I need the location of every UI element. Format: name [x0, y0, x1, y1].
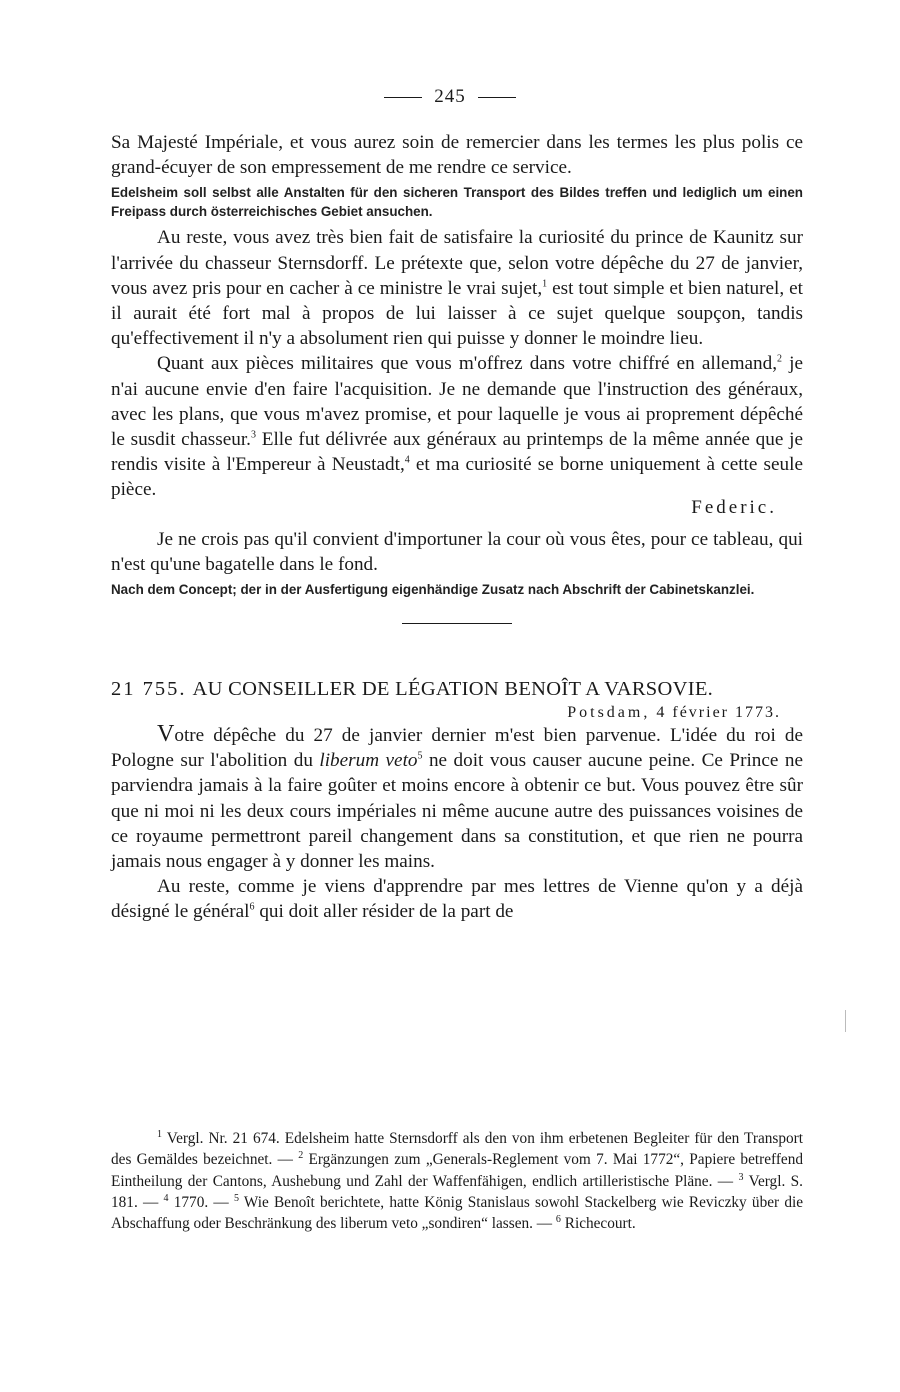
footnote-text: 1770. — [168, 1193, 234, 1211]
paragraph [111, 722, 803, 874]
dateline [111, 704, 781, 722]
footnote-ref: 2 [777, 354, 782, 366]
header-rule-right [478, 97, 516, 98]
footnote-text: Vergl. Nr. 21 674. Edelsheim hatte Sternsdorff als den von ihm erbetenen Begleiter für den Transport des Gemäldes bezeichnet. — [111, 1130, 803, 1169]
text-span: Quant aux pièces militaires que vous m'offrez dans votre chiffré en allemand, [157, 353, 777, 375]
editorial-note: Edelsheim soll selbst alle Anstalten für den sicheren Transport des Bildes treffen und lediglich um einen Freipass durch österreichisches Gebiet ansuchen. [111, 185, 803, 220]
paragraph: Je ne crois pas qu'il convient d'importuner la cour où vous êtes, pour ce tableau, qui n'est qu'une bagatelle dans le fond. [111, 528, 803, 575]
text-span: Elle fut délivrée aux généraux au printemps de la même année que je rendis visite à l'Empereur à Neustadt, [111, 429, 804, 476]
text-span: qui doit aller résider de la part de [254, 901, 514, 923]
footnote-mark: 2 [298, 1150, 304, 1162]
letter-number: 21 755. [111, 678, 187, 701]
section-separator [402, 623, 512, 624]
page-number-header [0, 86, 900, 108]
paragraph [111, 351, 803, 502]
text-span: ne doit vous causer aucune peine. Ce Prince ne parviendra jamais à la faire goûter et moins encore à obtenir ce but. Vous pouvez être sûr que ni moi ni les deux cours impériales ni même aucune autre des puissances voisines de ce royaume permettront pareil changement dans sa constitution, et que rien ne pourra jamais nous engager à y donner les mains. [111, 750, 803, 873]
footnote-text: Richecourt. [560, 1215, 636, 1233]
text-span: et ma curiosité se borne uniquement à cette seule pièce. [111, 454, 803, 501]
footnote-text: Vergl. S. 181. — [111, 1172, 804, 1211]
footnote-ref: 4 [404, 454, 410, 466]
text-span: Au reste, comme je viens d'apprendre par mes lettres de Vienne qu'on y a déjà désigné le général [111, 876, 803, 923]
footnote-mark: 1 [157, 1128, 162, 1140]
signature: Federic. [691, 496, 777, 518]
text-span: Au reste, vous avez très bien fait de satisfaire la curiosité du prince de Kaunitz sur l'arrivée du chasseur Sternsdorff. Le prétexte que, selon votre dépêche du 27 de janvier, vous avez pris pour en cacher à ce ministre le vrai sujet, [111, 227, 803, 299]
footnote-ref: 1 [542, 278, 548, 290]
text-span: je n'ai aucune envie d'en faire l'acquisition. Je ne demande que l'instruction des généraux, avec les plans, que vous m'avez promise, et pour laquelle je vous ai proprement dépêché le susdit chasseur. [111, 353, 803, 451]
main-text [111, 130, 803, 925]
footnote-mark: 5 [233, 1192, 239, 1204]
italic-term: liberum veto [319, 750, 418, 772]
footnote-mark: 6 [555, 1214, 561, 1226]
footnote-ref: 6 [249, 902, 255, 914]
footnote-text: Wie Benoît berichtete, hatte König Stanislaus sowohl Stackelberg wie Reviczky über die Abschaffung oder Beschränkung des liberum veto „sondiren“ lassen. — [111, 1193, 804, 1233]
place: Potsdam, [567, 704, 651, 722]
editorial-note: Nach dem Concept; der in der Ausfertigung eigenhändige Zusatz nach Abschrift der Cabinetskanzlei. [111, 582, 755, 598]
footnote-mark: 4 [163, 1192, 169, 1204]
footnotes [111, 1128, 803, 1234]
paragraph: Sa Majesté Impériale, et vous aurez soin de remercier dans les termes les plus polis ce grand-écuyer de son empressement de me rendre ce service. [111, 132, 803, 179]
paragraph [111, 225, 803, 351]
text-span: est tout simple et bien naturel, et il aurait été fort mal à propos de lui laisser à ce sujet quelque soupçon, tandis qu'effectivement il n'y a absolument rien qui puisse y donner le moindre lieu. [111, 277, 803, 350]
footnote-text: Ergänzungen zum „Generals-Reglement vom 7. Mai 1772“, Papiere betreffend Eintheilung der Cantons, Aushebung und Zahl der Waffenfähigen, endlich artilleristische Pläne. — [111, 1151, 804, 1190]
page-number: 245 [434, 86, 466, 107]
initial-letter: V [157, 721, 175, 748]
paragraph [111, 874, 803, 924]
footnote-ref: 3 [250, 429, 256, 441]
margin-mark [845, 1010, 846, 1032]
letter-heading [111, 676, 803, 702]
footnote-mark: 3 [738, 1171, 744, 1183]
footnote-ref: 5 [417, 750, 423, 762]
date: 4 février 1773. [656, 704, 781, 722]
letter-title: AU CONSEILLER DE LÉGATION BENOÎT A VARSOVIE. [192, 678, 714, 701]
header-rule-left [384, 97, 422, 98]
text-span: otre dépêche du 27 de janvier dernier m'est bien parvenue. L'idée du roi de Pologne sur l'abolition du [111, 725, 803, 772]
